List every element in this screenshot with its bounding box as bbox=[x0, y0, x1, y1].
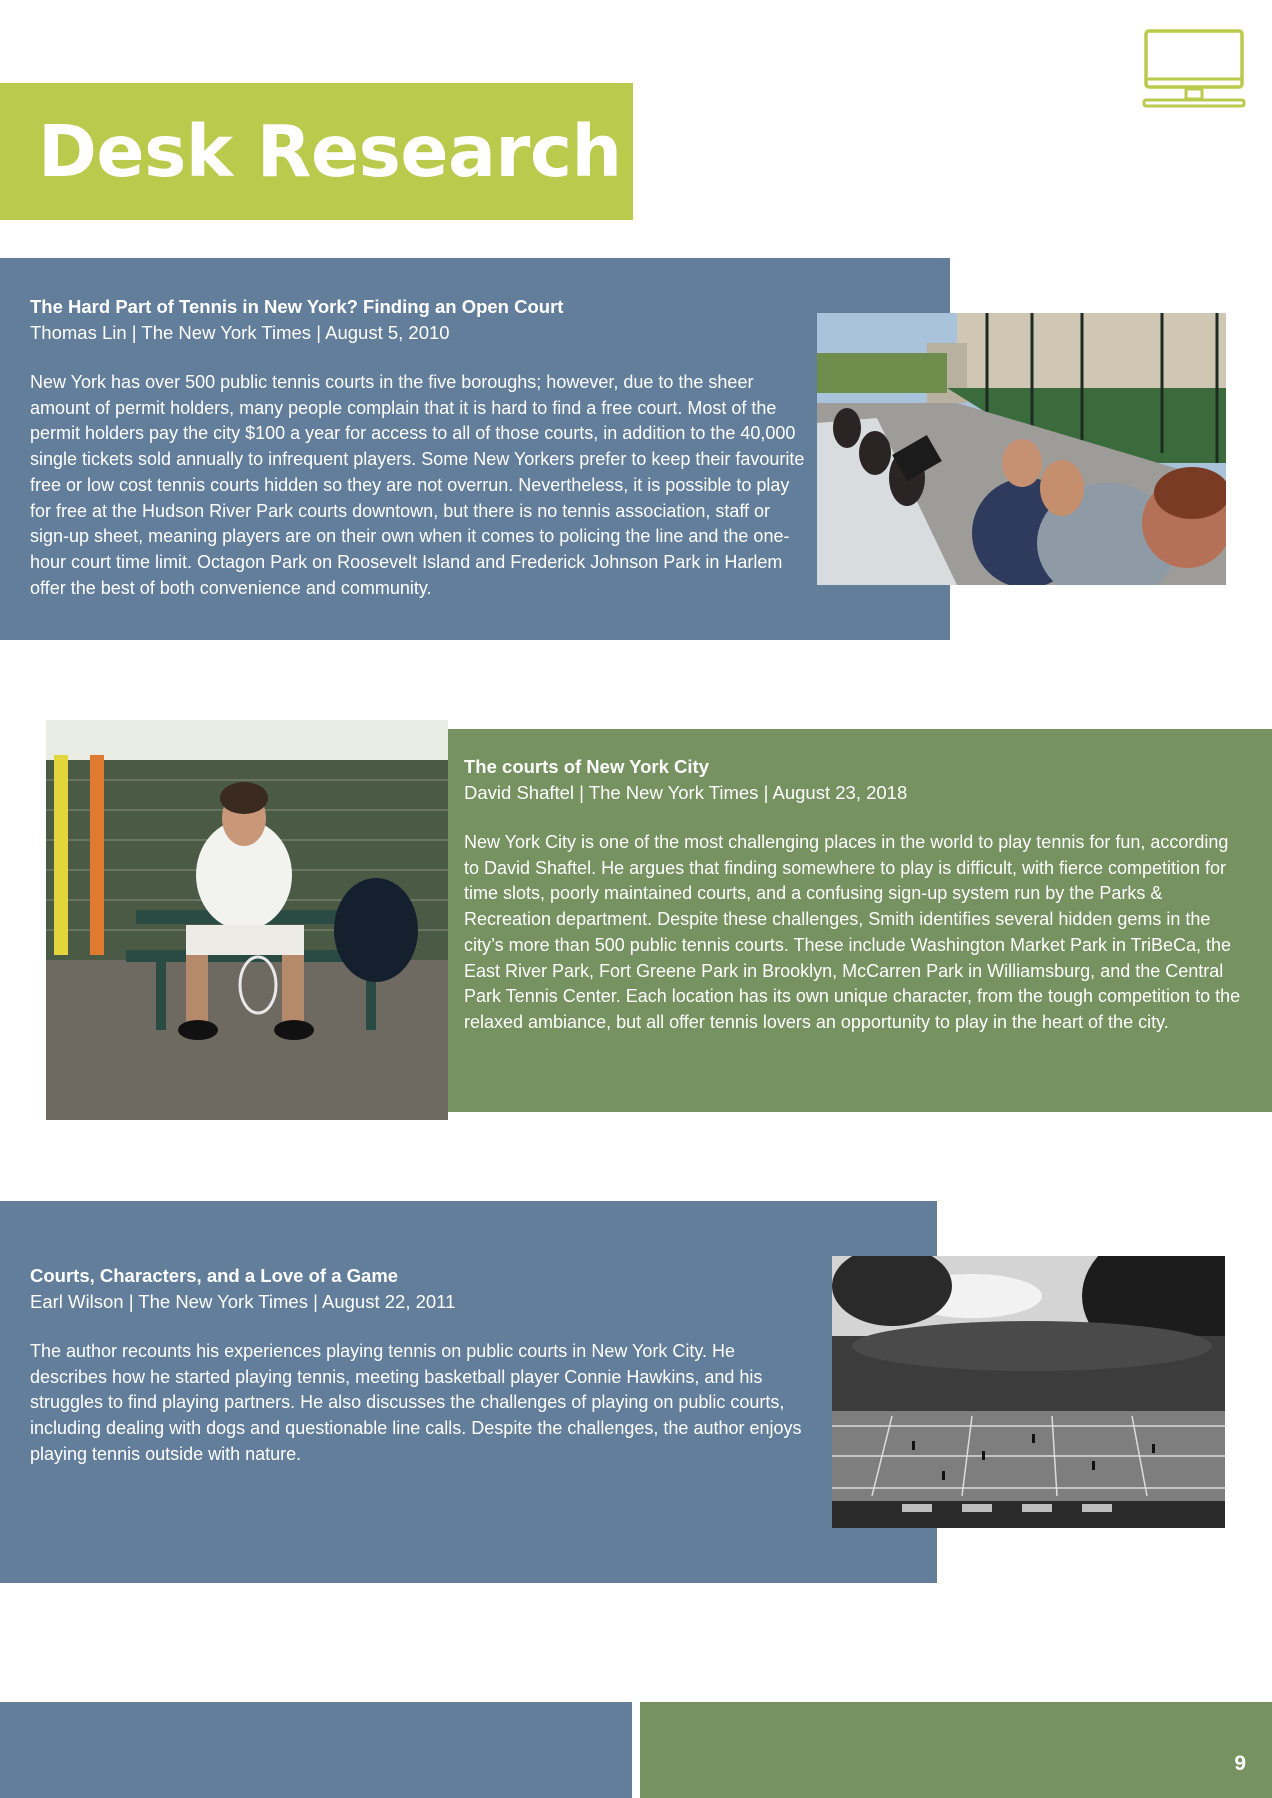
article-2-summary: New York City is one of the most challenging places in the world to play tennis for fun, according to David Shaftel. He argues that finding somewhere to play is difficult, with fierce competition for time slots, poorly maintained courts, and a confusing sign-up system run by the Parks & Recreation department. Despite these challenges, Smith identifies several hidden gems in the city’s more than 500 public tennis courts. These include Washington Market Park in TriBeCa, the East River Park, Fort Greene Park in Brooklyn, McCarren Park in Williamsburg, and the Central Park Tennis Center. Each location has its own unique character, from the tough competition to the relaxed ambiance, but all offer tennis lovers an opportunity to play in the heart of the city. bbox=[464, 832, 1241, 1032]
article-2-byline: David Shaftel | The New York Times | August 23, 2018 bbox=[464, 782, 908, 803]
article-1-headline: The Hard Part of Tennis in New York? Finding an Open Court bbox=[30, 296, 564, 317]
article-1 bbox=[30, 294, 810, 601]
article-3-byline: Earl Wilson | The New York Times | August 22, 2011 bbox=[30, 1291, 456, 1312]
article-3-headline: Courts, Characters, and a Love of a Game bbox=[30, 1265, 399, 1286]
page-title: Desk Research bbox=[38, 110, 622, 193]
footer-band-right bbox=[640, 1702, 1272, 1798]
article-2-headline: The courts of New York City bbox=[464, 756, 709, 777]
page-number: 9 bbox=[1234, 1752, 1246, 1775]
article-3-photo-park-courts bbox=[832, 1256, 1225, 1528]
footer-band-left bbox=[0, 1702, 632, 1798]
monitor-icon bbox=[1142, 28, 1246, 110]
article-2-photo-man-on-bench bbox=[46, 720, 448, 1120]
article-3-summary: The author recounts his experiences playing tennis on public courts in New York City. He describes how he started playing tennis, meeting basketball player Connie Hawkins, and his struggles to find playing partners. He also discusses the challenges of playing on public courts, including dealing with dogs and questionable line calls. Despite the challenges, the author enjoys playing tennis outside with nature. bbox=[30, 1341, 802, 1464]
article-1-photo-spectators-by-court bbox=[817, 313, 1226, 585]
article-1-byline: Thomas Lin | The New York Times | August 5, 2010 bbox=[30, 322, 450, 343]
article-3 bbox=[30, 1263, 810, 1468]
article-2 bbox=[464, 754, 1244, 1036]
article-1-summary: New York has over 500 public tennis courts in the five boroughs; however, due to the sheer amount of permit holders, many people complain that it is hard to find a free court. Most of the permit holders pay the city $100 a year for access to all of those courts, in addition to the 40,000 single tickets sold annually to infrequent players. Some New Yorkers prefer to keep their favourite free or low cost tennis courts hidden so they are not overrun. Nevertheless, it is possible to play for free at the Hudson River Park courts downtown, but there is no tennis association, staff or sign-up sheet, meaning players are on their own when it comes to policing the line and the one-hour court time limit. Octagon Park on Roosevelt Island and Frederick Johnson Park in Harlem offer the best of both convenience and community. bbox=[30, 372, 805, 598]
